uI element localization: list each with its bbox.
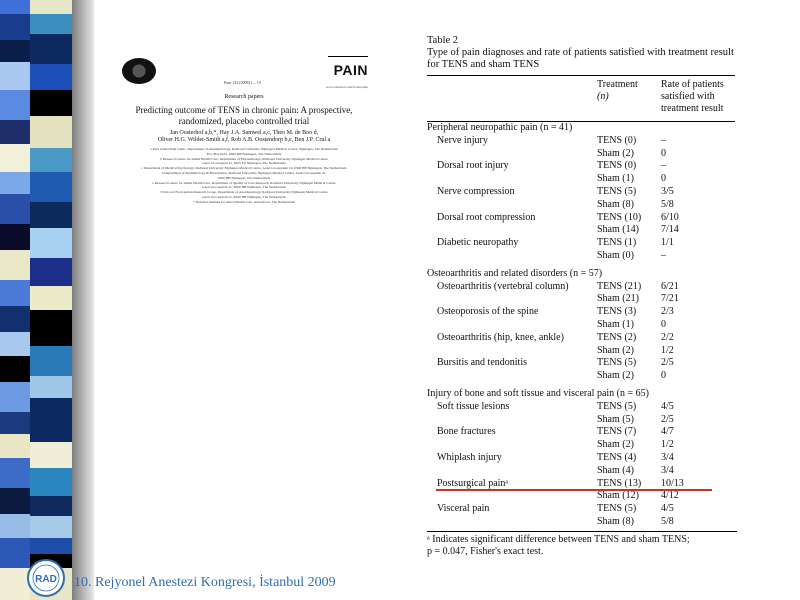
rate-cell: 7/14 bbox=[661, 224, 679, 236]
paper-affiliations bbox=[118, 147, 370, 205]
strip-block bbox=[0, 458, 30, 488]
rate-cell: 6/21 bbox=[661, 280, 679, 292]
authors-line: Jan Oosterhof a,b,*, Hay J.A. Samwel a,c, Theo M. de Boo d, bbox=[169, 130, 319, 136]
treatment-cell: TENS (5) bbox=[597, 357, 637, 369]
table-row bbox=[427, 173, 735, 186]
table-row bbox=[427, 199, 735, 212]
treatment-cell: TENS (3) bbox=[597, 306, 637, 318]
table-header bbox=[427, 76, 735, 121]
table-label: Table 2 bbox=[427, 35, 459, 46]
rate-cell: 4/7 bbox=[661, 426, 674, 438]
table-row bbox=[427, 160, 735, 173]
group-label: Peripheral neuropathic pain (n = 41) bbox=[427, 122, 573, 133]
paper-kind: Research papers bbox=[224, 94, 264, 100]
table-row bbox=[427, 250, 735, 263]
rate-cell: 2/2 bbox=[661, 331, 674, 343]
strip-block bbox=[30, 398, 72, 442]
strip-block bbox=[0, 0, 30, 14]
rate-column-header bbox=[661, 79, 724, 115]
table-caption: Type of pain diagnoses and rate of patients satisfied with treatment result for TENS and sham TENS bbox=[427, 47, 734, 70]
strip-block bbox=[0, 40, 30, 62]
treatment-cell: Sham (2) bbox=[597, 370, 634, 382]
rate-cell: 7/21 bbox=[661, 293, 679, 305]
highlight-underline bbox=[436, 489, 712, 491]
table-row bbox=[427, 414, 735, 427]
table-row bbox=[427, 148, 735, 161]
affiliation-line: Geert Grooteplein 21, 6500 HB Nijmegen, The Netherlands bbox=[202, 194, 286, 199]
strip-block bbox=[30, 496, 72, 516]
strip-block bbox=[30, 376, 72, 398]
authors-line: Oliver H.G. Wilder-Smith a,f, Rob A.B. Oostendorp b,e, Ben J.P. Crul a bbox=[157, 137, 331, 143]
table-row bbox=[427, 306, 735, 319]
table-row bbox=[427, 186, 735, 199]
rate-cell: 4/5 bbox=[661, 400, 674, 412]
strip-block bbox=[0, 250, 30, 280]
treatment-cell: Sham (8) bbox=[597, 515, 634, 527]
affiliation-line: P.O. Box 9101, 6500 HB Nijmegen, The Netherlands bbox=[206, 151, 282, 156]
strip-block bbox=[0, 356, 30, 382]
affiliation-line: Geert Grooteplein 21, 6500 HB Nijmegen, The Netherlands bbox=[202, 185, 286, 190]
affiliation-line: Geert Grooteplein 21, 6525 EZ Nijmegen, The Netherlands bbox=[202, 161, 286, 166]
diagnosis-label: Bone fractures bbox=[437, 426, 496, 438]
rate-cell: 3/4 bbox=[661, 451, 674, 463]
treatment-cell: TENS (5) bbox=[597, 400, 637, 412]
treatment-cell: Sham (5) bbox=[597, 413, 634, 425]
treatment-cell: TENS (4) bbox=[597, 451, 637, 463]
strip-block bbox=[0, 194, 30, 224]
strip-block bbox=[30, 14, 72, 34]
strip-block bbox=[30, 172, 72, 202]
table-row bbox=[427, 319, 735, 332]
table-row bbox=[427, 345, 735, 358]
strip-column bbox=[0, 0, 30, 600]
strip-block bbox=[0, 382, 30, 412]
rate-cell: 2/3 bbox=[661, 306, 674, 318]
table-row bbox=[427, 490, 735, 503]
results-table bbox=[427, 34, 735, 529]
header-line: (n) bbox=[597, 91, 609, 102]
treatment-cell: Sham (14) bbox=[597, 224, 639, 236]
treatment-cell: TENS (2) bbox=[597, 331, 637, 343]
treatment-cell: TENS (5) bbox=[597, 503, 637, 515]
table-group-row bbox=[427, 268, 735, 281]
rate-cell: 2/5 bbox=[661, 413, 674, 425]
footnote-line: p = 0.047, Fisher's exact test. bbox=[427, 546, 544, 557]
table-row bbox=[427, 503, 735, 516]
table-row bbox=[427, 426, 735, 439]
treatment-cell: Sham (2) bbox=[597, 439, 634, 451]
diagnosis-label: Soft tissue lesions bbox=[437, 400, 510, 412]
table-row bbox=[427, 357, 735, 370]
strip-block bbox=[0, 224, 30, 250]
diagnosis-label: Bursitis and tendonitis bbox=[437, 357, 527, 369]
rate-cell: – bbox=[661, 249, 666, 261]
strip-shadow bbox=[72, 0, 94, 600]
strip-block bbox=[0, 514, 30, 538]
rate-cell: – bbox=[661, 160, 666, 172]
treatment-cell: Sham (21) bbox=[597, 293, 639, 305]
header-line: treatment result bbox=[661, 103, 724, 114]
rate-cell: 0 bbox=[661, 318, 666, 330]
table-row bbox=[427, 237, 735, 250]
strip-block bbox=[0, 14, 30, 40]
strip-block bbox=[0, 434, 30, 458]
affiliation-line: 6500 HB Nijmegen, The Netherlands bbox=[217, 175, 271, 180]
strip-block bbox=[30, 310, 72, 346]
strip-block bbox=[30, 202, 72, 228]
affiliation-line: a Pain Centre/Pain Clinic, Department of Anesthesiology, Radboud University Nijmegen Medical Centre, Nijmegen, The Netherlands bbox=[150, 147, 338, 151]
congress-logo-icon bbox=[24, 558, 68, 598]
affiliation-line: c Department of Medical Psychology, Radboud University Nijmegen Medical Centre, Geert Grooteplein 10, 6500 HB Nijmegen, The Netherlands bbox=[141, 166, 347, 171]
strip-block bbox=[30, 116, 72, 148]
diagnosis-label: Nerve injury bbox=[437, 134, 488, 146]
rate-cell: 10/13 bbox=[661, 477, 684, 489]
table-row bbox=[427, 332, 735, 345]
rate-cell: 4/12 bbox=[661, 490, 679, 502]
table-row bbox=[427, 439, 735, 452]
affiliation-line: b Research Centre for Allied Health Care, Department of Physiotherapy, Radboud University Nijmegen Medical Centre bbox=[160, 156, 328, 161]
strip-block bbox=[0, 172, 30, 194]
diagnosis-label: Dorsal root injury bbox=[437, 160, 509, 172]
strip-block bbox=[30, 0, 72, 14]
strip-block bbox=[0, 144, 30, 172]
strip-block bbox=[30, 64, 72, 90]
publisher-logo-icon bbox=[122, 58, 156, 84]
table-footnote bbox=[427, 531, 737, 558]
diagnosis-label: Whiplash injury bbox=[437, 451, 502, 463]
diagnosis-label: Osteoarthritis (vertebral column) bbox=[437, 280, 569, 292]
group-label: Injury of bone and soft tissue and visceral pain (n = 65) bbox=[427, 387, 649, 399]
table-row bbox=[427, 465, 735, 478]
paper-meta: Pain 134 (2008) 1 – 10 bbox=[224, 80, 261, 85]
paper-authors bbox=[118, 130, 370, 144]
rate-cell: 1/1 bbox=[661, 237, 674, 249]
logo-text: RAD bbox=[35, 574, 57, 585]
treatment-cell: Sham (12) bbox=[597, 490, 639, 502]
journal-name: PAIN bbox=[333, 62, 368, 78]
treatment-cell: TENS (1) bbox=[597, 237, 637, 249]
table-row bbox=[427, 135, 735, 148]
treatment-cell: Sham (1) bbox=[597, 173, 634, 185]
table-row bbox=[427, 452, 735, 465]
rate-cell: 0 bbox=[661, 147, 666, 159]
treatment-cell: Sham (8) bbox=[597, 198, 634, 210]
affiliation-line: f Pain and Nociception Research Group, Department of Anesthesiology, Radboud University Nijmegen Medical Centre bbox=[160, 190, 328, 195]
rate-cell: 1/2 bbox=[661, 344, 674, 356]
journal-url: www.elsevier.com/locate/pain bbox=[325, 85, 368, 89]
treatment-cell: Sham (2) bbox=[597, 344, 634, 356]
strip-block bbox=[0, 332, 30, 356]
affiliation-line: * National Institute for Allied Health Care, Amersfoort, The Netherlands bbox=[193, 199, 295, 204]
treatment-cell: Sham (4) bbox=[597, 464, 634, 476]
strip-block bbox=[30, 538, 72, 554]
table-row bbox=[427, 370, 735, 383]
table-row bbox=[427, 401, 735, 414]
strip-block bbox=[30, 90, 72, 116]
diagnosis-label: Osteoarthritis (hip, knee, ankle) bbox=[437, 331, 564, 343]
affiliation-line: e Research Centre for Allied Health Care, Department of Quality of Care Research, Radboud University Nijmegen Medical Centre bbox=[152, 180, 336, 185]
strip-block bbox=[30, 148, 72, 172]
strip-block bbox=[30, 286, 72, 310]
group-label: Osteoarthritis and related disorders (n = 57) bbox=[427, 267, 603, 279]
table-row bbox=[427, 224, 735, 237]
rate-cell: 4/5 bbox=[661, 503, 674, 515]
treatment-cell: TENS (7) bbox=[597, 426, 637, 438]
header-line: satisfied with bbox=[661, 91, 715, 102]
header-line: Treatment bbox=[597, 79, 638, 90]
rate-cell: 0 bbox=[661, 370, 666, 382]
strip-block bbox=[30, 516, 72, 538]
affiliation-line: d Department of Epidemiology & Biostatistics, Radboud University Nijmegen Medical Centre, Geert Grooteplein 21, bbox=[161, 170, 327, 175]
diagnosis-label: Dorsal root compression bbox=[437, 211, 536, 223]
rate-cell: 0 bbox=[661, 173, 666, 185]
journal-rule bbox=[328, 56, 368, 57]
rate-cell: 3/5 bbox=[661, 185, 674, 197]
treatment-cell: TENS (21) bbox=[597, 280, 642, 292]
diagnosis-label: Diabetic neuropathy bbox=[437, 237, 519, 249]
diagnosis-label: Osteoporosis of the spine bbox=[437, 306, 539, 318]
treatment-cell: TENS (10) bbox=[597, 211, 642, 223]
treatment-column-header bbox=[597, 79, 638, 103]
treatment-cell: TENS (0) bbox=[597, 134, 637, 146]
strip-block bbox=[0, 120, 30, 144]
table-group-row bbox=[427, 122, 735, 135]
header-line: Rate of patients bbox=[661, 79, 724, 90]
strip-block bbox=[30, 258, 72, 286]
treatment-cell: Sham (0) bbox=[597, 249, 634, 261]
rate-cell: 6/10 bbox=[661, 211, 679, 223]
rate-cell: 2/5 bbox=[661, 357, 674, 369]
rate-cell: 5/8 bbox=[661, 515, 674, 527]
strip-block bbox=[30, 228, 72, 258]
treatment-cell: Sham (1) bbox=[597, 318, 634, 330]
paper-title bbox=[118, 105, 370, 127]
table-row bbox=[427, 212, 735, 225]
strip-block bbox=[0, 90, 30, 120]
rate-cell: 5/8 bbox=[661, 198, 674, 210]
footer-text: 10. Rejyonel Anestezi Kongresi, İstanbul 2009 bbox=[74, 575, 336, 590]
footnote-rule bbox=[427, 531, 737, 532]
table-body bbox=[427, 122, 735, 529]
treatment-cell: TENS (13) bbox=[597, 477, 642, 489]
table-row bbox=[427, 281, 735, 294]
paper-title-line: Predicting outcome of TENS in chronic pain: A prospective, bbox=[135, 105, 353, 115]
diagnosis-label: Nerve compression bbox=[437, 185, 515, 197]
strip-block bbox=[30, 442, 72, 468]
strip-block bbox=[30, 346, 72, 376]
diagnosis-label: Visceral pain bbox=[437, 503, 490, 515]
strip-column bbox=[30, 0, 72, 600]
table-row bbox=[427, 293, 735, 306]
strip-block bbox=[0, 62, 30, 90]
strip-block bbox=[0, 488, 30, 514]
strip-block bbox=[30, 468, 72, 496]
rate-cell: 3/4 bbox=[661, 464, 674, 476]
diagnosis-label: Postsurgical painᵃ bbox=[437, 477, 509, 489]
table-row bbox=[427, 516, 735, 529]
treatment-cell: TENS (0) bbox=[597, 160, 637, 172]
rate-cell: – bbox=[661, 134, 666, 146]
treatment-cell: Sham (2) bbox=[597, 147, 634, 159]
paper-header bbox=[118, 52, 370, 222]
rate-cell: 1/2 bbox=[661, 439, 674, 451]
strip-block bbox=[30, 34, 72, 64]
strip-block bbox=[0, 306, 30, 332]
treatment-cell: TENS (5) bbox=[597, 185, 637, 197]
strip-block bbox=[0, 280, 30, 306]
strip-block bbox=[0, 412, 30, 434]
footnote-line: ᵃ Indicates significant difference between TENS and sham TENS; bbox=[427, 534, 690, 545]
table-group-row bbox=[427, 388, 735, 401]
paper-title-line: randomized, placebo controlled trial bbox=[178, 116, 310, 126]
